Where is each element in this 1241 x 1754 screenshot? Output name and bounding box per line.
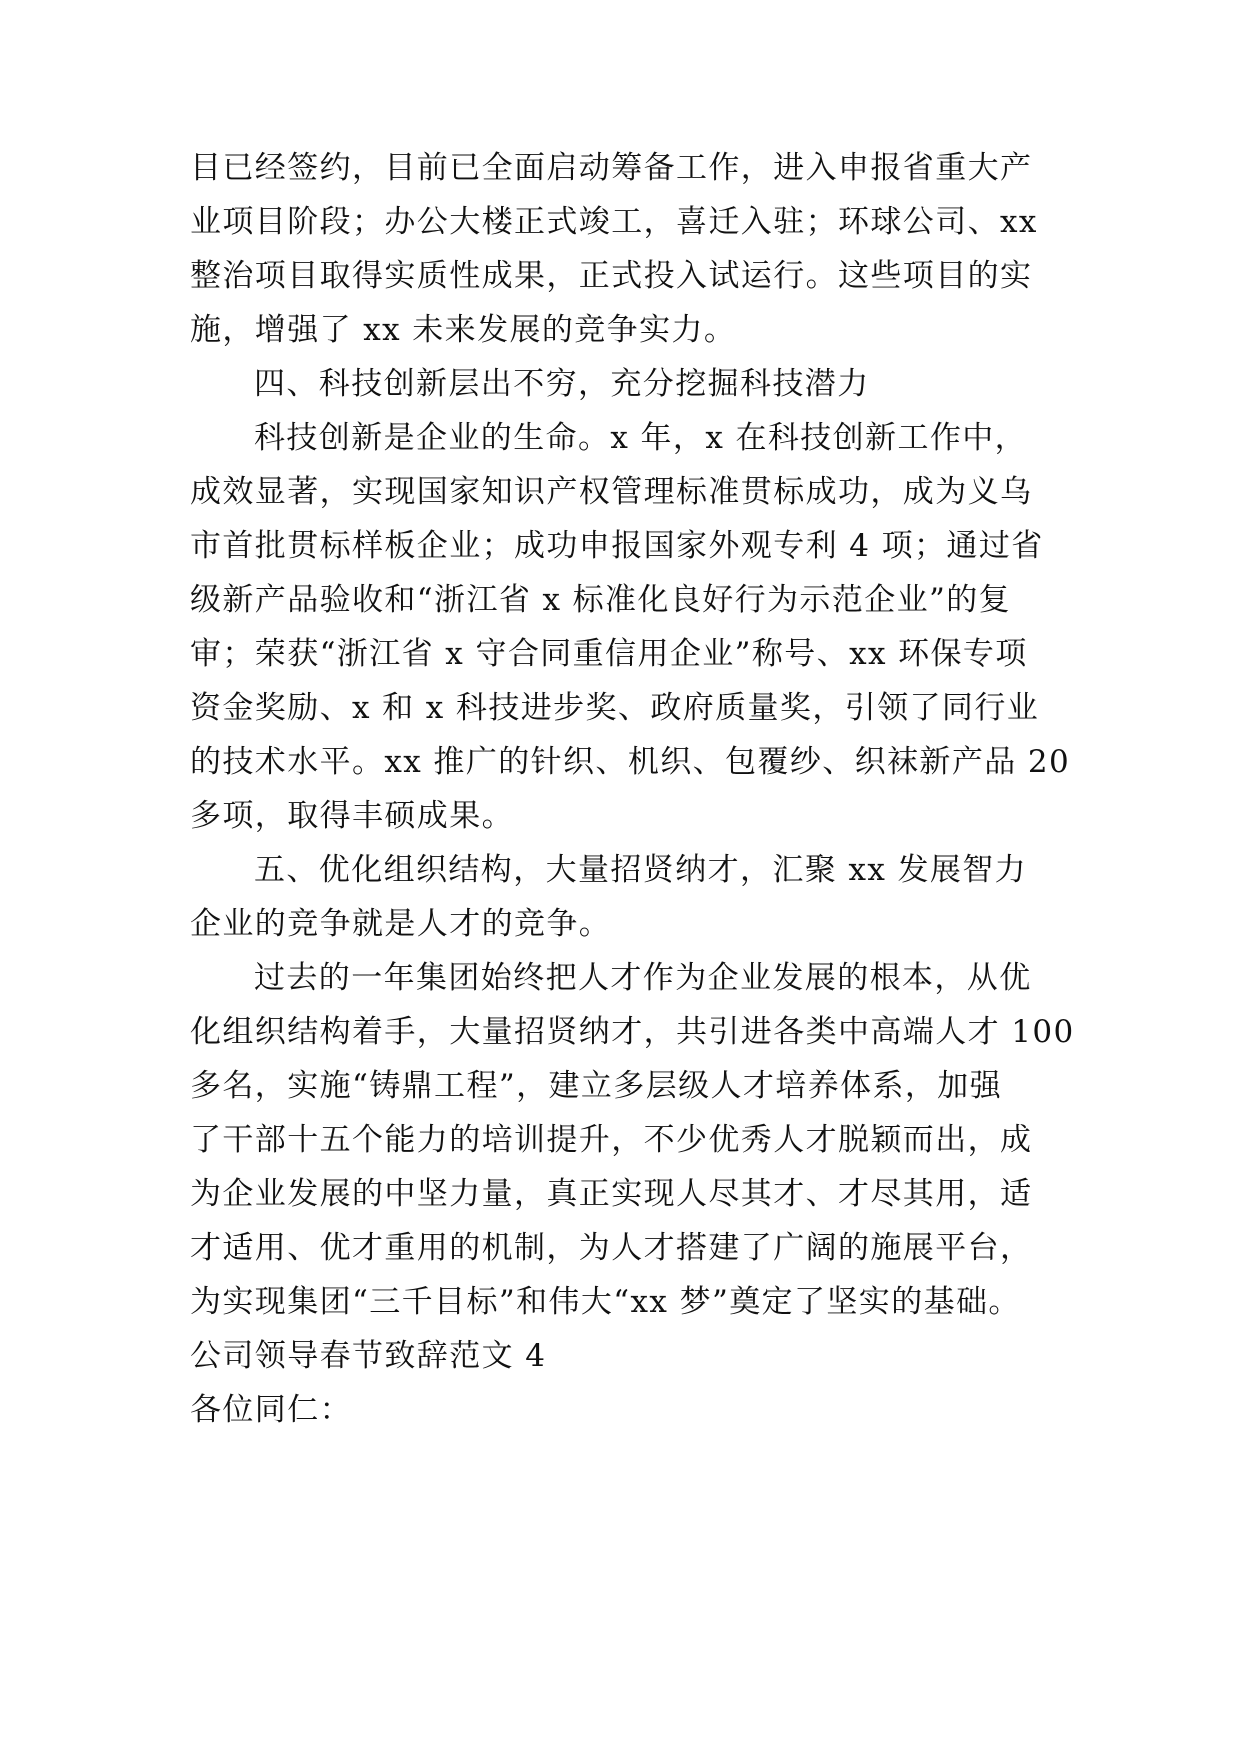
text-line: 为企业发展的中坚力量，真正实现人尽其才、才尽其用，适 bbox=[190, 1176, 1033, 1212]
text-line: 施，增强了 xx 未来发展的竞争实力。 bbox=[190, 312, 737, 348]
text-line: 多项，取得丰硕成果。 bbox=[190, 798, 514, 834]
section-heading: 四、科技创新层出不穷，充分挖掘科技潜力 bbox=[254, 366, 870, 402]
text-line: 化组织结构着手，大量招贤纳才，共引进各类中高端人才 100 bbox=[190, 1014, 1075, 1050]
text-line: 多名，实施“铸鼎工程”，建立多层级人才培养体系，加强 bbox=[190, 1068, 1003, 1104]
text-line: 为实现集团“三千目标”和伟大“xx 梦”奠定了坚实的基础。 bbox=[190, 1284, 1021, 1320]
text-line: 业项目阶段；办公大楼正式竣工，喜迁入驻；环球公司、xx bbox=[190, 204, 1038, 240]
text-line: 科技创新是企业的生命。x 年，x 在科技创新工作中， bbox=[254, 420, 1028, 456]
text-line: 资金奖励、x 和 x 科技进步奖、政府质量奖，引领了同行业 bbox=[190, 690, 1040, 726]
text-line: 过去的一年集团始终把人才作为企业发展的根本，从优 bbox=[254, 960, 1032, 996]
text-line: 的技术水平。xx 推广的针织、机织、包覆纱、织袜新产品 20 bbox=[190, 744, 1071, 780]
salutation: 各位同仁： bbox=[190, 1392, 352, 1428]
text-line: 审；荣获“浙江省 x 守合同重信用企业”称号、xx 环保专项 bbox=[190, 636, 1028, 672]
text-line: 市首批贯标样板企业；成功申报国家外观专利 4 项；通过省 bbox=[190, 528, 1044, 564]
text-line: 成效显著，实现国家知识产权管理标准贯标成功，成为义乌 bbox=[190, 474, 1033, 510]
section-heading: 五、优化组织结构，大量招贤纳才，汇聚 xx 发展智力 bbox=[254, 852, 1028, 888]
document-title: 公司领导春节致辞范文 4 bbox=[190, 1338, 547, 1374]
text-line: 才适用、优才重用的机制，为人才搭建了广阔的施展平台， bbox=[190, 1230, 1033, 1266]
text-line: 了干部十五个能力的培训提升，不少优秀人才脱颖而出，成 bbox=[190, 1122, 1033, 1158]
text-line: 整治项目取得实质性成果，正式投入试运行。这些项目的实 bbox=[190, 258, 1033, 294]
text-line: 目已经签约，目前已全面启动筹备工作，进入申报省重大产 bbox=[190, 150, 1033, 186]
text-line: 级新产品验收和“浙江省 x 标准化良好行为示范企业”的复 bbox=[190, 582, 1012, 618]
text-line: 企业的竞争就是人才的竞争。 bbox=[190, 906, 612, 942]
